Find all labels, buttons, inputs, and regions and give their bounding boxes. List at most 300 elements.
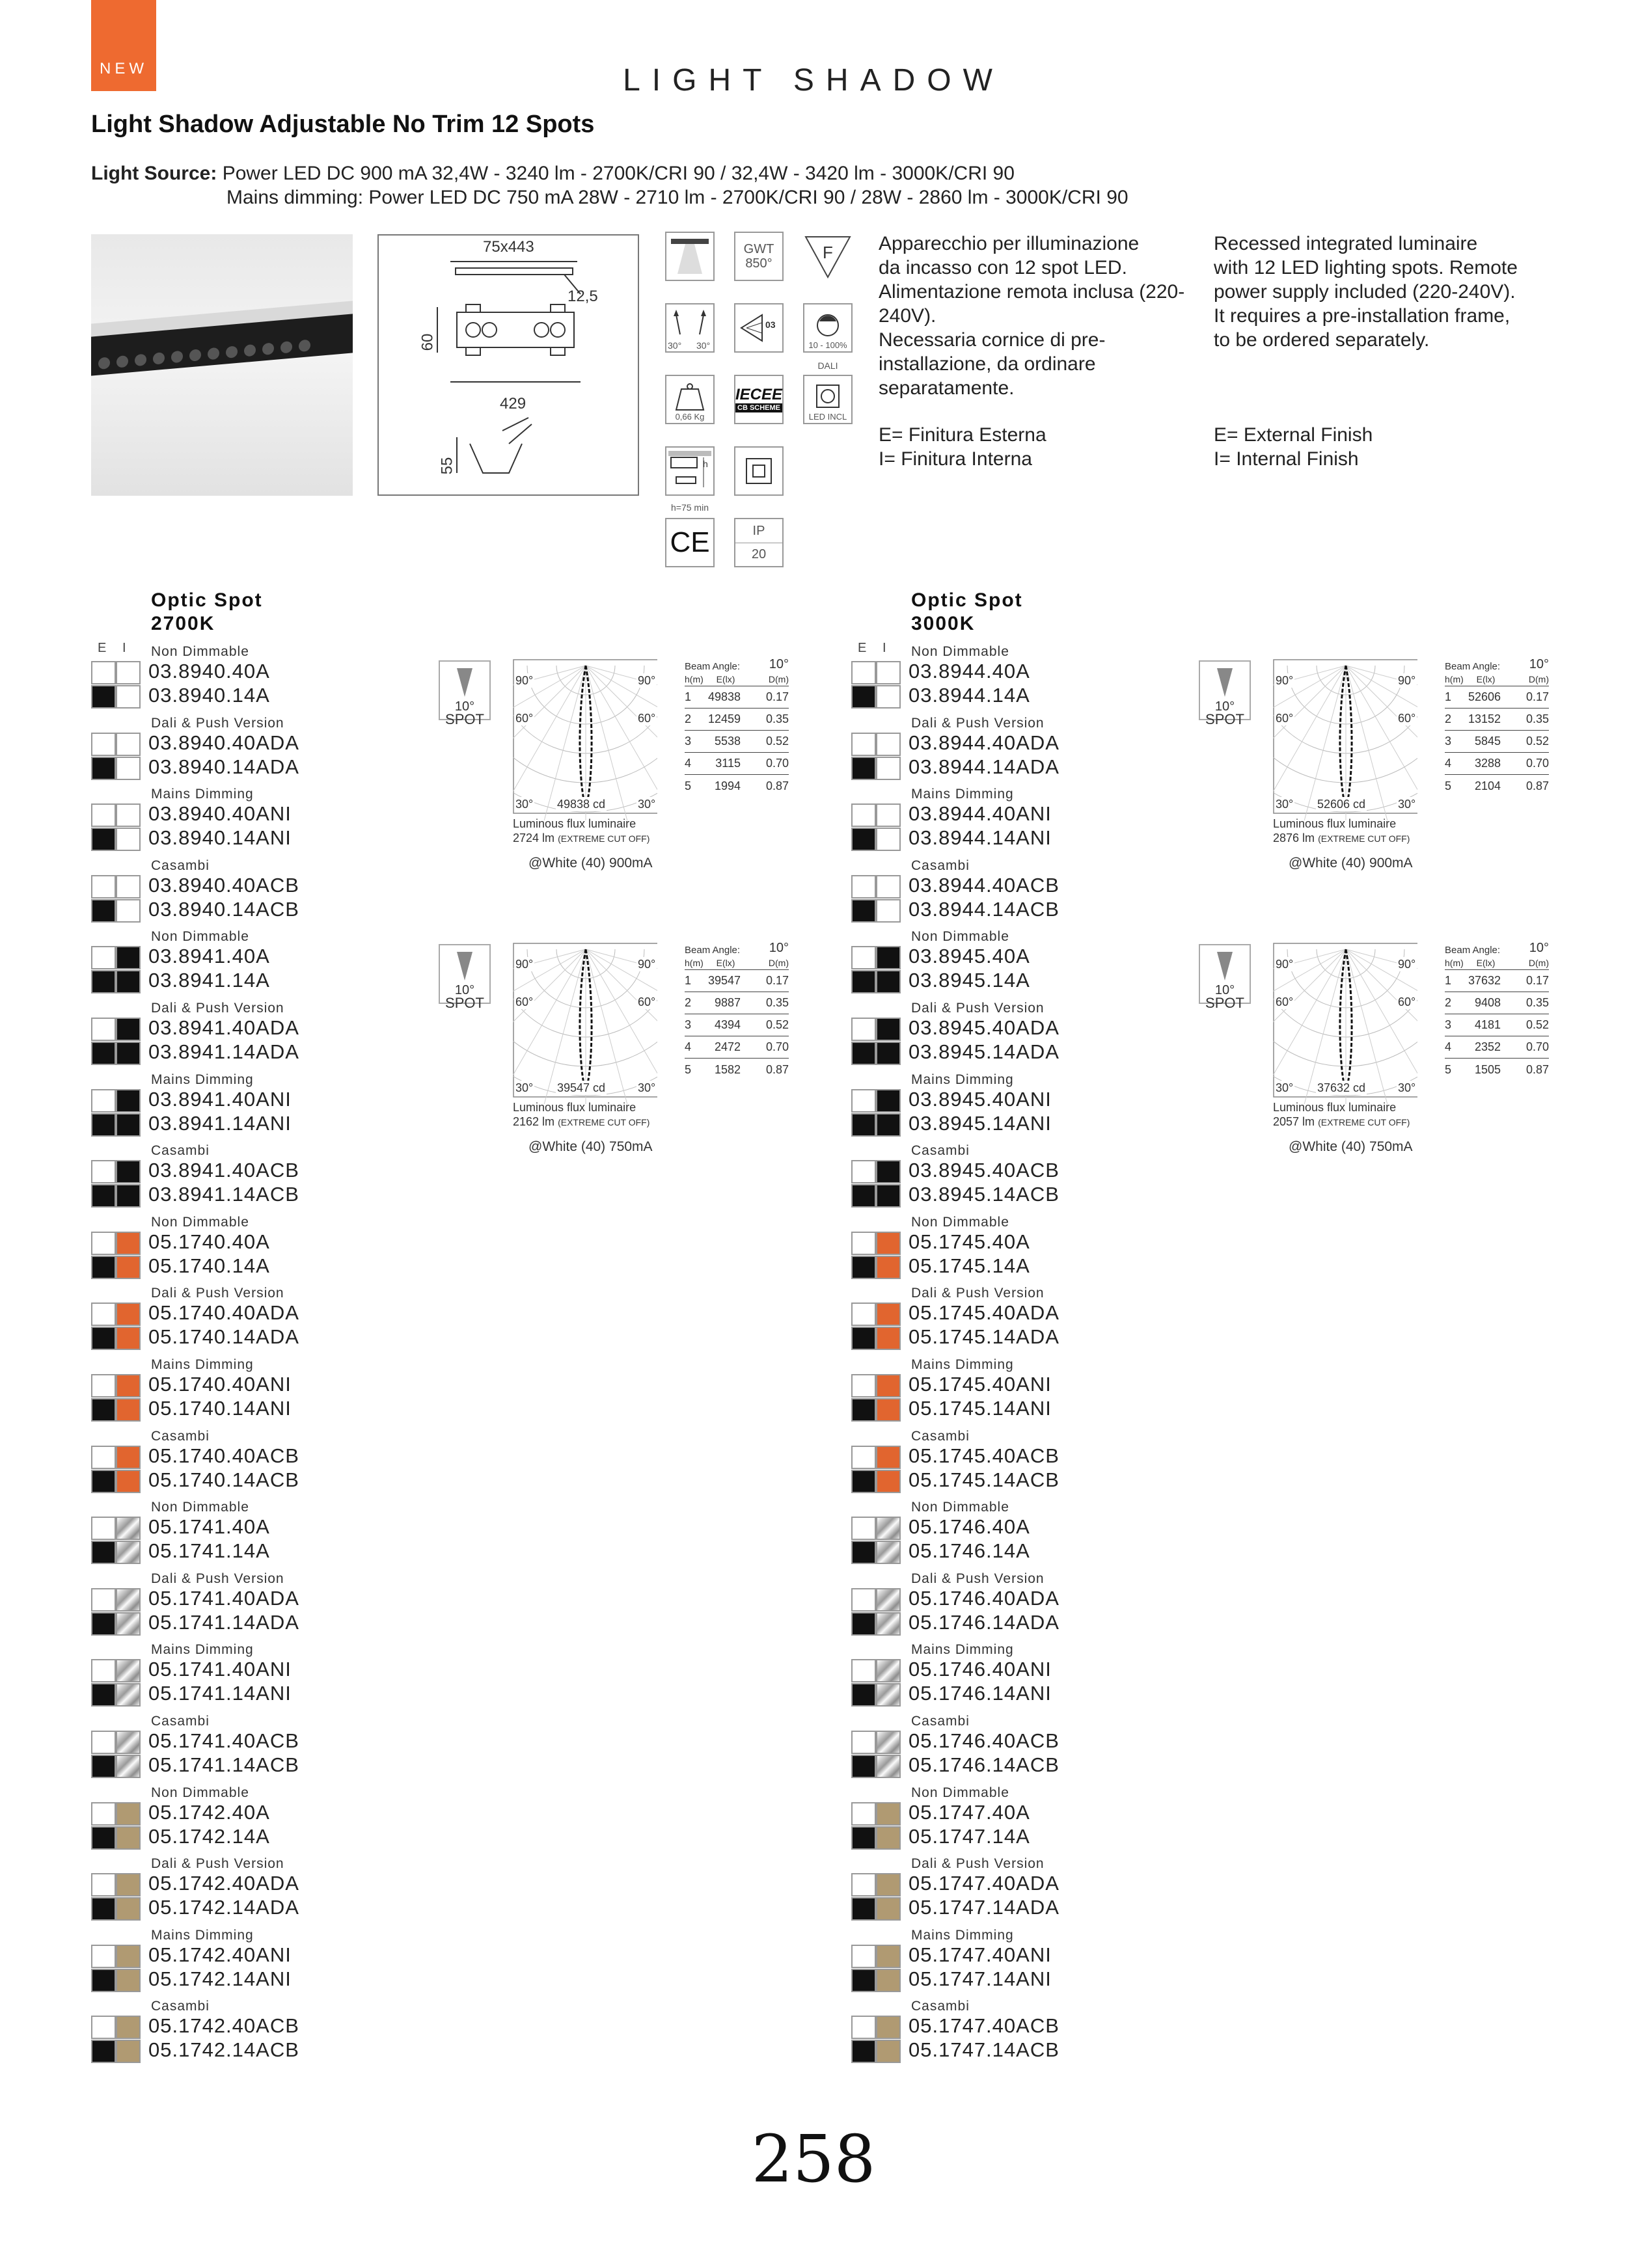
finish-swatch-internal [876,1517,901,1540]
group-label: Non Dimmable [151,1500,249,1515]
flux-value: 2057 lm [1273,1115,1315,1128]
product-group [851,858,1242,930]
table-row [685,731,789,753]
product-code: 05.1740.14ACB [148,1468,299,1491]
table-cell: 4 [1445,1040,1452,1053]
finish-swatch-internal [876,757,901,780]
finish-swatch-internal [876,1873,901,1897]
polar-grid-line [513,949,657,1096]
product-code: 05.1741.40A [148,1515,270,1539]
group-label: Non Dimmable [151,644,249,659]
finish-swatch-external [851,1588,876,1612]
illuminance-table [685,940,789,1081]
table-column-headers [685,672,789,686]
group-label: Mains Dimming [911,1357,1014,1372]
table-row [1445,731,1549,753]
finish-swatch-external [851,1659,876,1682]
polar-diagram [513,943,657,1104]
ce-icon: CE [665,518,715,567]
finish-swatch-internal [876,1897,901,1921]
product-code: 03.8944.14ANI [909,826,1052,850]
beam-angle-header [1445,656,1549,672]
finish-swatch-external [851,1018,876,1041]
product-code: 03.8945.40A [909,945,1030,968]
finish-swatch-external [91,733,116,756]
spot-label: SPOT [1205,711,1244,727]
product-code: 03.8941.14ACB [148,1183,299,1206]
product-code: 05.1745.14A [909,1254,1030,1277]
polar-label: 30° [1398,798,1416,811]
table-cell: 37632 [1468,974,1501,987]
finish-swatch-internal [116,1826,141,1850]
finish-swatch-external [91,970,116,993]
table-cell: 0.17 [765,974,789,987]
polar-label: 30° [638,1081,656,1094]
finish-swatch-internal [116,1945,141,1968]
product-group [91,1785,482,1857]
description-en [1214,232,1552,352]
finish-swatch-internal [876,685,901,709]
product-group [851,929,1242,1001]
product-code: 03.8945.40ANI [909,1087,1052,1111]
group-label: Mains Dimming [151,787,254,802]
finish-swatch-external [91,1089,116,1113]
table-row [685,1059,789,1081]
finish-swatch-external [91,1470,116,1493]
table-cell: 1 [1445,690,1452,703]
finish-swatch-internal [876,2016,901,2039]
spot-degree: 10° [454,983,475,997]
product-code: 05.1745.14ADA [909,1325,1060,1349]
product-code: 05.1746.40ACB [909,1729,1060,1752]
product-code: 05.1740.14ANI [148,1397,292,1420]
finish-swatch-external [91,661,116,684]
finish-swatch-internal [116,1731,141,1754]
product-code: 05.1745.14ACB [909,1468,1060,1491]
product-code: 05.1747.40ACB [909,2014,1060,2038]
table-cell: 5 [1445,779,1452,792]
group-label: Non Dimmable [151,1214,249,1230]
polar-label: 30° [1398,1081,1416,1094]
finish-swatch-internal [116,1256,141,1279]
finish-swatch-external [91,1256,116,1279]
product-group [91,644,482,716]
polar-grid-line [1273,949,1417,1096]
finish-it-external: E= Finitura Esterna [879,424,1046,446]
flux-value: 2724 lm [513,831,555,844]
finish-swatch-internal [116,2040,141,2063]
product-group [851,787,1242,858]
table-row [685,970,789,992]
finish-swatch-external [851,1517,876,1540]
col-h: h(m) [1445,673,1464,684]
polar-label: 60° [638,995,656,1008]
product-code: 05.1746.14ANI [909,1682,1052,1705]
product-code: 05.1741.40ANI [148,1658,292,1681]
product-code: 05.1746.40ANI [909,1658,1052,1681]
dimension-lines [379,236,638,494]
description-line: da incasso con 12 spot LED. [879,257,1127,278]
product-code: 05.1747.14ANI [909,1967,1052,1990]
product-code: 05.1741.14ACB [148,1753,299,1776]
table-row [1445,970,1549,992]
finish-swatch-internal [116,970,141,993]
product-code: 05.1740.40ACB [148,1444,299,1467]
polar-label: 90° [638,674,656,687]
product-code: 03.8945.40ADA [909,1016,1060,1039]
finish-swatch-internal [116,1089,141,1113]
finish-swatch-external [91,1969,116,1992]
product-group [851,1001,1242,1072]
product-group [91,1928,482,1999]
finish-swatch-internal [116,2016,141,2039]
class-icon: 03 [734,303,784,353]
group-label: Mains Dimming [911,787,1014,802]
product-code: 05.1747.14ACB [909,2038,1060,2062]
finish-swatch-internal [876,1398,901,1422]
finish-swatch-internal [876,1256,901,1279]
table-cell: 0.70 [765,757,789,770]
group-label: Dali & Push Version [911,1856,1045,1872]
polar-label: 60° [515,995,534,1008]
product-group [91,1642,482,1714]
product-code: 03.8945.14ACB [909,1183,1060,1206]
finish-swatch-external [91,1588,116,1612]
table-row [1445,1036,1549,1059]
product-code: 03.8941.14ADA [148,1040,299,1063]
polar-label: 30° [638,798,656,811]
finish-swatch-external [851,1232,876,1255]
finish-swatch-external [91,1517,116,1540]
table-cell: 0.70 [1525,1040,1549,1053]
finish-swatch-internal [876,1160,901,1183]
finish-swatch-external [851,875,876,898]
polar-label: 90° [1398,674,1416,687]
table-column-headers [1445,956,1549,970]
product-group [91,929,482,1001]
dim-height: 60 [418,333,437,351]
product-group [91,1500,482,1571]
description-line: Recessed integrated luminaire [1214,233,1478,254]
spot-degree: 10° [1214,699,1235,714]
finish-swatch-external [851,1470,876,1493]
group-label: Dali & Push Version [911,1001,1045,1016]
beam-angle-value: 10° [1529,657,1549,671]
product-code: 03.8940.14A [148,684,270,707]
finish-swatch-external [91,1897,116,1921]
table-cell: 0.35 [765,712,789,725]
product-code: 03.8940.14ANI [148,826,292,850]
group-label: Casambi [911,1428,970,1444]
table-cell: 2 [1445,996,1452,1009]
col-e: E(lx) [1476,673,1496,684]
product-code: 03.8944.40ACB [909,873,1060,897]
test-conditions: @White (40) 750mA [1289,1139,1413,1154]
polar-diagram [513,659,657,820]
finish-swatch-external [851,2016,876,2039]
finish-en-internal: I= Internal Finish [1214,448,1359,470]
optic-title [151,589,263,636]
product-code: 03.8941.40ADA [148,1016,299,1039]
finish-swatch-internal [876,828,901,851]
gwt-icon: GWT 850° [734,232,784,281]
product-code: 03.8945.14A [909,969,1030,992]
finish-swatch-internal [876,1232,901,1255]
group-label: Mains Dimming [151,1072,254,1087]
group-label: Casambi [911,1143,970,1159]
finish-swatch-external [91,1398,116,1422]
table-cell: 0.17 [765,690,789,703]
optic-title-line-1: Optic Spot [911,589,1023,611]
optic-title-line-1: Optic Spot [151,589,263,611]
table-cell: 1 [1445,974,1452,987]
polar-label: 60° [515,712,534,725]
description-line: Necessaria cornice di pre- [879,329,1106,351]
group-label: Dali & Push Version [151,1571,284,1586]
product-code: 05.1747.14ADA [909,1896,1060,1919]
finish-swatch-internal [116,1232,141,1255]
finish-swatch-external [851,1802,876,1826]
finish-swatch-internal [876,1826,901,1850]
table-row [1445,709,1549,731]
product-code: 03.8944.14A [909,684,1030,707]
finish-swatch-internal [876,1446,901,1469]
finish-swatch-external [91,899,116,923]
table-cell: 4 [1445,757,1452,770]
flux-note: (EXTREME CUT OFF) [1318,833,1410,844]
table-cell: 2 [685,996,692,1009]
table-row [685,753,789,775]
group-label: Non Dimmable [911,929,1009,945]
finish-swatch-external [851,1256,876,1279]
dim-width: 429 [500,395,526,412]
finish-swatch-internal [116,1303,141,1326]
finish-swatch-external [851,1731,876,1754]
product-group [851,1429,1242,1500]
product-group [91,716,482,787]
finish-swatch-external [91,1327,116,1350]
finish-swatch-internal [116,1446,141,1469]
table-row [1445,1059,1549,1081]
polar-grid-line [1273,666,1417,812]
description-it [879,232,1197,400]
group-label: Dali & Push Version [911,1286,1045,1301]
product-group [851,1286,1242,1357]
spot-degree: 10° [454,699,475,714]
table-cell: 1582 [714,1062,741,1076]
product-group [91,1856,482,1928]
table-cell: 0.70 [1525,757,1549,770]
finish-swatch-external [91,1042,116,1065]
table-cell: 3 [1445,1018,1452,1031]
finish-swatch-internal [876,1755,901,1778]
finish-swatch-external [91,1446,116,1469]
finish-swatch-external [91,1232,116,1255]
finish-swatch-external [851,1873,876,1897]
finish-e-header: E [858,641,868,655]
table-cell: 5 [1445,1062,1452,1076]
table-cell: 13152 [1468,712,1501,725]
polar-label: 90° [1398,958,1416,971]
table-cell: 39547 [707,974,741,987]
table-cell: 1994 [714,779,741,792]
frame-icon [734,446,784,496]
flux-label: Luminous flux luminaire [1273,1101,1397,1114]
flux-value: 2876 lm [1273,831,1315,844]
description-line: Alimentazione remota inclusa (220- [879,281,1185,303]
polar-label: 90° [638,958,656,971]
finish-swatch-internal [876,1374,901,1397]
flux-note: (EXTREME CUT OFF) [558,833,650,844]
product-code: 03.8941.40ANI [148,1087,292,1111]
finish-it-internal: I= Finitura Interna [879,448,1032,470]
product-code: 03.8940.40ADA [148,731,299,754]
finish-swatch-external [851,1612,876,1636]
group-label: Mains Dimming [151,1642,254,1658]
finish-swatch-internal [116,1612,141,1636]
led-included-icon: LED INCL [803,375,853,424]
group-label: Dali & Push Version [151,1001,284,1016]
flux-value-line [513,831,649,846]
finish-swatch-internal [116,1113,141,1137]
flux-note: (EXTREME CUT OFF) [1318,1117,1410,1127]
product-code: 05.1747.14A [909,1824,1030,1848]
finish-swatch-internal [876,1945,901,1968]
product-code: 05.1742.40A [148,1800,270,1824]
product-group [851,1785,1242,1857]
product-code: 05.1745.14ANI [909,1397,1052,1420]
finish-swatch-internal [876,1089,901,1113]
table-row [1445,1014,1549,1036]
table-cell: 4394 [714,1018,741,1031]
table-cell: 1 [685,974,692,987]
finish-swatch-external [91,1659,116,1682]
beam-angle-label: Beam Angle: [685,945,741,956]
finish-swatch-internal [116,1327,141,1350]
flux-label: Luminous flux luminaire [513,817,636,830]
finish-swatch-external [91,1873,116,1897]
finish-swatch-internal [876,1184,901,1208]
finish-swatch-external [851,1042,876,1065]
product-code: 03.8941.14A [148,969,270,992]
table-cell: 5 [685,1062,692,1076]
table-cell: 4181 [1474,1018,1501,1031]
finish-swatch-external [91,2016,116,2039]
table-row [685,1036,789,1059]
finish-swatch-internal [116,661,141,684]
table-cell: 0.87 [1525,1062,1549,1076]
product-code: 05.1745.40ACB [909,1444,1060,1467]
finish-swatch-external [851,1089,876,1113]
product-code: 05.1741.14ANI [148,1682,292,1705]
optic-title [911,589,1023,636]
spot-cone-icon [1217,952,1233,980]
finish-swatch-internal [116,1755,141,1778]
table-cell: 49838 [707,690,741,703]
finish-swatch-external [851,1683,876,1707]
finish-swatch-external [91,1184,116,1208]
finish-swatch-external [851,1755,876,1778]
finish-swatch-internal [116,1470,141,1493]
table-cell: 1 [685,690,692,703]
product-code: 05.1740.14A [148,1254,270,1277]
finish-swatch-external [851,1398,876,1422]
finish-swatch-internal [876,1802,901,1826]
finish-swatch-internal [116,875,141,898]
finish-swatch-internal [116,828,141,851]
table-row [1445,992,1549,1014]
description-line: power supply included (220-240V). [1214,281,1516,303]
finish-swatch-internal [876,1588,901,1612]
product-code: 05.1740.40A [148,1230,270,1253]
spot-cone-icon [457,952,472,980]
dimension-drawing [377,234,639,496]
finish-swatch-internal [876,899,901,923]
polar-diagram [1273,659,1417,820]
finish-swatch-internal [116,1683,141,1707]
group-label: Casambi [911,1714,970,1729]
table-cell: 4 [685,1040,692,1053]
table-cell: 2 [1445,712,1452,725]
flux-value-line [1273,831,1410,846]
col-d: D(m) [768,957,789,968]
polar-diagram [1273,943,1417,1104]
product-code: 05.1741.40ADA [148,1586,299,1610]
product-code: 05.1742.40ANI [148,1943,292,1966]
polar-label: 60° [1276,712,1294,725]
product-code: 03.8944.40ADA [909,731,1060,754]
table-column-headers [1445,672,1549,686]
product-group [91,1714,482,1785]
finish-swatch-internal [876,875,901,898]
finish-e-header: E [98,641,108,655]
product-code: 05.1741.14ADA [148,1610,299,1634]
ip-rating-icon: IP 20 [734,518,784,567]
finish-swatch-external [851,1184,876,1208]
table-cell: 5845 [1474,735,1501,748]
table-cell: 3 [685,735,692,748]
spot-label: SPOT [445,995,484,1011]
polar-label: 37632 cd [1317,1081,1366,1094]
test-conditions: @White (40) 750mA [528,1139,653,1154]
finish-i-header: I [882,641,888,655]
product-code: 03.8944.14ADA [909,755,1060,778]
finish-swatch-internal [876,1303,901,1326]
finish-swatch-internal [876,1731,901,1754]
description-line: 240V). [879,305,937,327]
flux-label: Luminous flux luminaire [1273,817,1397,830]
finish-swatch-external [91,2040,116,2063]
product-code: 05.1742.40ACB [148,2014,299,2038]
product-group [851,1928,1242,1999]
table-row [685,1014,789,1036]
table-column-headers [685,956,789,970]
finish-swatch-internal [116,1374,141,1397]
beam-angle-header [685,940,789,956]
product-group [91,1357,482,1429]
illuminance-table [1445,656,1549,797]
spot-cone-icon [457,668,472,697]
brand-title: LIGHT SHADOW [623,63,1004,98]
finish-swatch-internal [876,1113,901,1137]
finish-swatch-external [851,899,876,923]
product-code: 05.1741.40ACB [148,1729,299,1752]
description-line: Apparecchio per illuminazione [879,233,1140,254]
polar-label: 90° [1276,958,1294,971]
product-code: 05.1740.14ADA [148,1325,299,1349]
finish-swatch-internal [876,661,901,684]
weight-icon: 0,66 Kg [665,375,715,424]
